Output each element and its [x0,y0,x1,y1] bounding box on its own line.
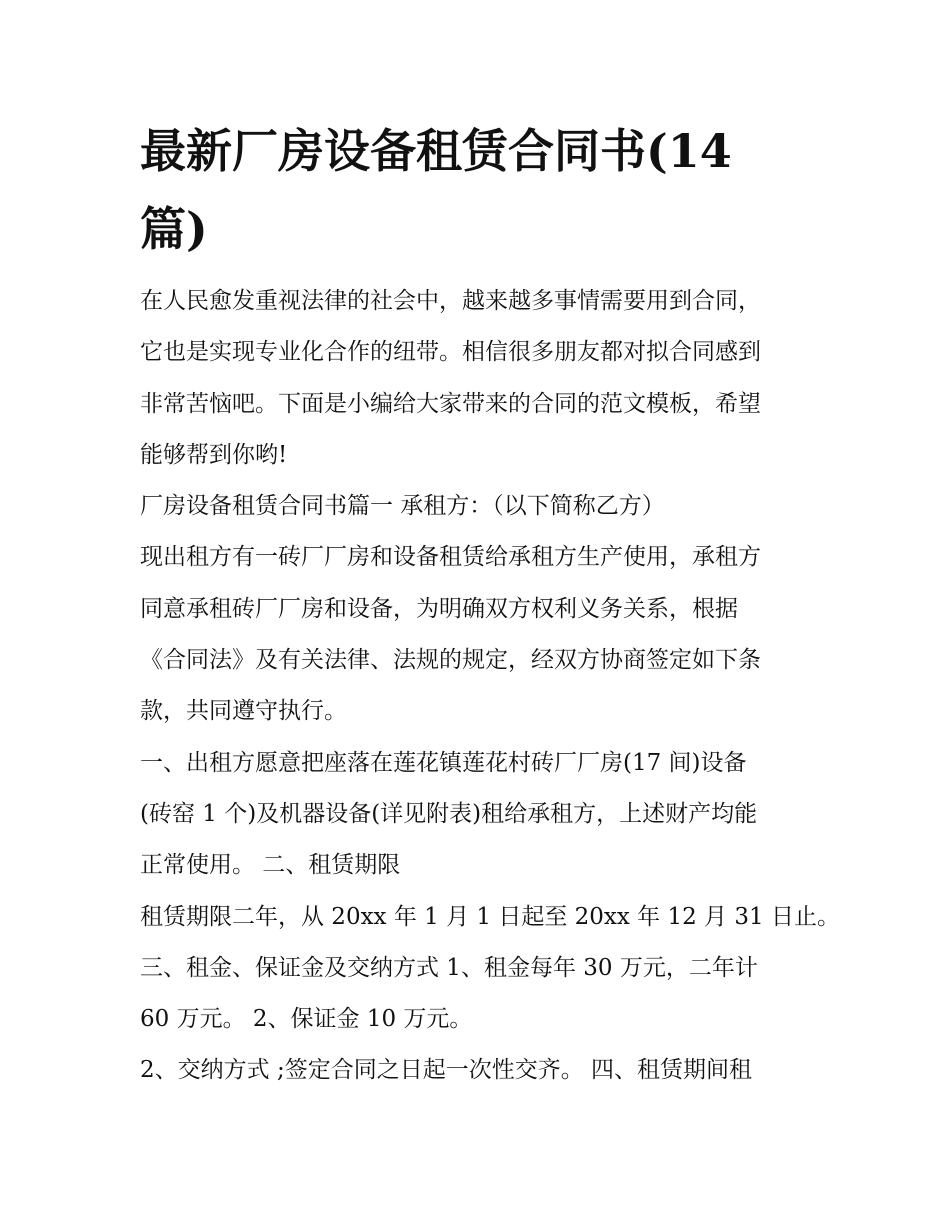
body-line: 能够帮到你哟! [140,441,288,468]
body-line: 同意承租砖厂厂房和设备，为明确双方权利义务关系，根据 [140,595,738,622]
body-line: 它也是实现专业化合作的纽带。相信很多朋友都对拟合同感到 [140,339,761,366]
body-line: 款，共同遵守执行。 [140,698,347,725]
body-line: 租赁期限二年，从 20xx 年 1 月 1 日起至 20xx 年 12 月 31 日止。 [140,903,840,930]
title-line: 篇) [140,202,208,256]
body-line: 60 万元。 2、保证金 10 万元。 [140,1006,473,1033]
document-body [140,276,840,1097]
body-line: 一、出租方愿意把座落在莲花镇莲花村砖厂厂房(17 间)设备 [140,749,747,776]
body-line: 厂房设备租赁合同书篇一 承租方：（以下简称乙方） [140,493,665,520]
body-line: 在人民愈发重视法律的社会中，越来越多事情需要用到合同， [140,288,761,314]
document-title [140,112,820,268]
body-line: 现出租方有一砖厂厂房和设备租赁给承租方生产使用，承租方 [140,544,761,571]
body-line: (砖窑 1 个)及机器设备(详见附表)租给承租方，上述财产均能 [140,800,758,827]
body-line: 2、交纳方式 ;签定合同之日起一次性交齐。 四、租赁期间租 [140,1057,753,1084]
body-line: 三、租金、保证金及交纳方式 1、租金每年 30 万元，二年计 [140,954,758,981]
title-line: 最新厂房设备租赁合同书(14 [140,124,732,178]
body-line: 非常苦恼吧。下面是小编给大家带来的合同的范文模板，希望 [140,390,761,417]
body-line: 正常使用。 二、租赁期限 [140,852,401,879]
body-line: 《合同法》及有关法律、法规的规定，经双方协商签定如下条 [140,647,761,674]
